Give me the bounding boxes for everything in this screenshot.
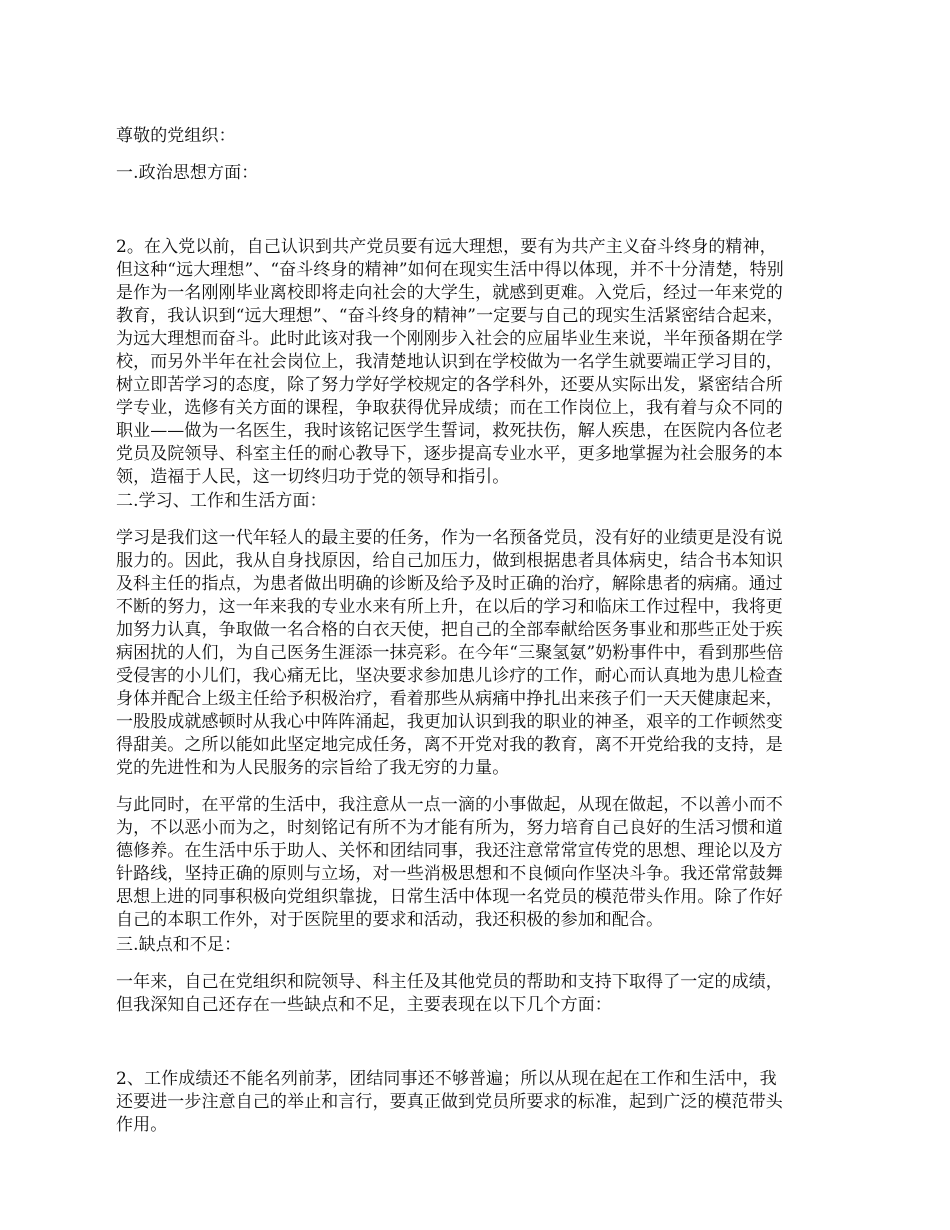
text-line: 学习是我们这一代年轻人的最主要的任务，作为一名预备党员，没有好的业绩更是没有说 <box>116 528 783 548</box>
text-line: 2。在入党以前，自己认识到共产党员要有远大理想，要有为共产主义奋斗终身的精神， <box>116 237 777 257</box>
section-heading-study-work-life: 二.学习、工作和生活方面： <box>116 491 327 511</box>
text-line: 德修养。在生活中乐于助人、关怀和团结同事，我还注意常常宣传党的思想、理论以及方 <box>116 841 783 861</box>
section-heading-shortcomings: 三.缺点和不足： <box>116 935 242 955</box>
text-line: 作用。 <box>116 1115 168 1135</box>
text-line: 身体并配合上级主任给予积极治疗，看着那些从病痛中挣扎出来孩子们一天天健康起来， <box>116 689 783 709</box>
text-line: 但我深知自己还存在一些缺点和不足，主要表现在以下几个方面： <box>116 995 612 1015</box>
text-line: 及科主任的指点，为患者做出明确的诊断及给予及时正确的治疗，解除患者的病痛。通过 <box>116 574 783 594</box>
text-line: 服力的。因此，我从自身找原因，给自己加压力，做到根据患者具体病史，结合书本知识 <box>116 551 783 571</box>
text-line: 树立即苦学习的态度，除了努力学好学校规定的各学科外，还要从实际出发，紧密结合所 <box>116 375 783 395</box>
text-line: 病困扰的人们，为自己医务生涯添一抹亮彩。在今年“三聚氢氨”奶粉事件中，看到那些倍 <box>116 643 784 663</box>
text-line: 加努力认真，争取做一名合格的白衣天使，把自己的全部奉献给医务事业和那些正处于疾 <box>116 620 783 640</box>
text-line: 一股股成就感顿时从我心中阵阵涌起，我更加认识到我的职业的神圣，艰辛的工作顿然变 <box>116 712 783 732</box>
text-line: 一年来，自己在党组织和院领导、科主任及其他党员的帮助和支持下取得了一定的成绩， <box>116 972 783 992</box>
text-line: 受侵害的小儿们，我心痛无比，坚决要求参加患儿诊疗的工作，耐心而认真地为患儿检查 <box>116 666 783 686</box>
text-line: 学专业，选修有关方面的课程，争取获得优异成绩；而在工作岗位上，我有着与众不同的 <box>116 398 783 418</box>
text-line: 领，造福于人民，这一切终归功于党的领导和指引。 <box>116 467 510 487</box>
text-line: 党的先进性和为人民服务的宗旨给了我无穷的力量。 <box>116 758 510 778</box>
text-line: 职业——做为一名医生，我时该铭记医学生誓词，救死扶伤，解人疾患，在医院内各位老 <box>116 421 783 441</box>
section-heading-politics: 一.政治思想方面： <box>116 163 259 183</box>
text-line: 党员及院领导、科室主任的耐心教导下，逐步提高专业水平，更多地掌握为社会服务的本 <box>116 444 783 464</box>
text-line: 自己的本职工作外，对于医院里的要求和活动，我还积极的参加和配合。 <box>116 910 664 930</box>
text-line: 教育，我认识到“远大理想”、“奋斗终身的精神”一定要与自己的现实生活紧密结合起来， <box>116 306 784 326</box>
text-line: 得甜美。之所以能如此坚定地完成任务，离不开党对我的教育，离不开党给我的支持，是 <box>116 735 783 755</box>
text-line: 校，而另外半年在社会岗位上，我清楚地认识到在学校做为一名学生就要端正学习目的， <box>116 352 783 372</box>
text-line: 还要进一步注意自己的举止和言行，要真正做到党员所要求的标准，起到广泛的模范带头 <box>116 1092 783 1112</box>
text-line: 与此同时，在平常的生活中，我注意从一点一滴的小事做起，从现在做起，不以善小而不 <box>116 795 783 815</box>
text-line: 针路线，坚持正确的原则与立场，对一些消极思想和不良倾向作坚决斗争。我还常常鼓舞 <box>116 864 783 884</box>
text-line: 不断的努力，这一年来我的专业水来有所上升，在以后的学习和临床工作过程中，我将更 <box>116 597 783 617</box>
text-line: 思想上进的同事积极向党组织靠拢，日常生活中体现一名党员的模范带头作用。除了作好 <box>116 887 783 907</box>
text-line: 为远大理想而奋斗。此时此该对我一个刚刚步入社会的应届毕业生来说，半年预备期在学 <box>116 329 783 349</box>
text-line: 为，不以恶小而为之，时刻铭记有所不为才能有所为，努力培育自己良好的生活习惯和道 <box>116 818 783 838</box>
text-line: 2、工作成绩还不能名列前茅，团结同事还不够普遍；所以从现在起在工作和生活中，我 <box>116 1069 777 1089</box>
text-line: 是作为一名刚刚毕业离校即将走向社会的大学生，就感到更难。入党后，经过一年来党的 <box>116 283 783 303</box>
salutation: 尊敬的党组织： <box>116 126 236 146</box>
text-line: 但这种“远大理想”、“奋斗终身的精神”如何在现实生活中得以体现，并不十分清楚，特别 <box>116 260 784 280</box>
